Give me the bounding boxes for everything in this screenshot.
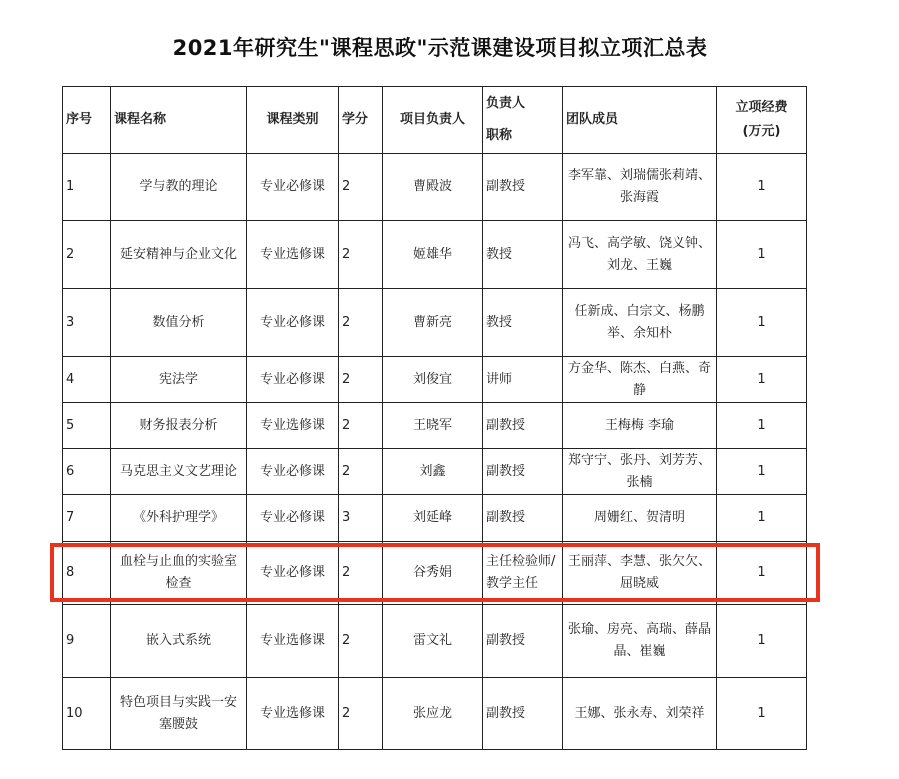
row-leader: 谷秀娟 [383,542,483,605]
row-team: 冯飞、高学敏、饶义钟、刘龙、王巍 [563,221,717,289]
row-course-type: 专业必修课 [247,357,339,403]
row-credit: 3 [339,495,383,542]
row-course-type: 专业选修课 [247,403,339,449]
summary-table [62,86,807,750]
row-team: 王梅梅 李瑜 [563,403,717,449]
row-leader-title: 副教授 [483,403,563,449]
row-leader: 王晓军 [383,403,483,449]
row-course-name: 特色项目与实践一安塞腰鼓 [111,678,247,750]
row-leader-title: 副教授 [483,678,563,750]
row-course-name: 《外科护理学》 [111,495,247,542]
row-idx: 1 [63,154,111,221]
row-fund: 1 [717,449,807,495]
row-course-name: 嵌入式系统 [111,605,247,678]
row-credit: 2 [339,449,383,495]
row-course-name: 延安精神与企业文化 [111,221,247,289]
header-fund-line2: (万元) [742,124,781,139]
row-team: 张瑜、房亮、高瑞、薛晶晶、崔巍 [563,605,717,678]
row-leader-title: 教授 [483,289,563,357]
row-course-name: 学与教的理论 [111,154,247,221]
row-leader-title: 主任检验师/教学主任 [483,542,563,605]
table-row [63,357,807,403]
table-row [63,403,807,449]
row-credit: 2 [339,605,383,678]
row-idx: 9 [63,605,111,678]
document-title: 2021年研究生"课程思政"示范课建设项目拟立项汇总表 [172,36,708,60]
row-leader: 姬雄华 [383,221,483,289]
header-name: 课程名称 [111,87,247,154]
row-fund: 1 [717,605,807,678]
header-fund-line1: 立项经费 [735,100,788,115]
row-team: 任新成、白宗文、杨鹏举、余知朴 [563,289,717,357]
header-team: 团队成员 [563,87,717,154]
row-team: 王娜、张永寿、刘荣祥 [563,678,717,750]
header-title-line2: 职称 [486,128,513,143]
row-idx: 7 [63,495,111,542]
row-team: 郑守宁、张丹、刘芳芳、张楠 [563,449,717,495]
row-leader: 刘延峰 [383,495,483,542]
row-course-type: 专业必修课 [247,449,339,495]
row-team: 周姗红、贺清明 [563,495,717,542]
row-course-name: 财务报表分析 [111,403,247,449]
row-credit: 2 [339,542,383,605]
row-credit: 2 [339,154,383,221]
row-course-type: 专业必修课 [247,289,339,357]
row-idx: 6 [63,449,111,495]
row-idx: 5 [63,403,111,449]
row-fund: 1 [717,542,807,605]
header-title-line1: 负责人 [486,96,526,111]
row-course-type: 专业选修课 [247,221,339,289]
table-row [63,605,807,678]
row-credit: 2 [339,357,383,403]
header-title [483,87,563,154]
row-course-type: 专业必修课 [247,154,339,221]
table-row [63,154,807,221]
row-course-type: 专业选修课 [247,678,339,750]
row-fund: 1 [717,357,807,403]
row-idx: 4 [63,357,111,403]
row-leader: 曹殿波 [383,154,483,221]
row-credit: 2 [339,289,383,357]
table-row [63,289,807,357]
row-team: 王丽萍、李慧、张欠欠、屈晓威 [563,542,717,605]
row-team: 方金华、陈杰、白燕、奇静 [563,357,717,403]
row-idx: 10 [63,678,111,750]
table-row [63,678,807,750]
header-type: 课程类别 [247,87,339,154]
row-fund: 1 [717,678,807,750]
row-leader-title: 副教授 [483,154,563,221]
row-course-name: 血栓与止血的实验室检查 [111,542,247,605]
row-credit: 2 [339,678,383,750]
table-row [63,221,807,289]
row-fund: 1 [717,289,807,357]
row-leader-title: 副教授 [483,449,563,495]
row-course-type: 专业必修课 [247,542,339,605]
row-credit: 2 [339,221,383,289]
row-leader-title: 副教授 [483,495,563,542]
row-course-name: 宪法学 [111,357,247,403]
row-course-name: 马克思主义文艺理论 [111,449,247,495]
row-leader: 刘俊宜 [383,357,483,403]
row-leader-title: 副教授 [483,605,563,678]
row-idx: 3 [63,289,111,357]
row-course-type: 专业选修课 [247,605,339,678]
row-fund: 1 [717,221,807,289]
table-row-highlighted [63,542,807,605]
row-course-name: 数值分析 [111,289,247,357]
row-leader: 雷文礼 [383,605,483,678]
row-idx: 8 [63,542,111,605]
row-leader-title: 讲师 [483,357,563,403]
row-fund: 1 [717,154,807,221]
table-row [63,449,807,495]
header-idx: 序号 [63,87,111,154]
row-credit: 2 [339,403,383,449]
row-fund: 1 [717,495,807,542]
header-row [63,87,807,154]
row-idx: 2 [63,221,111,289]
row-leader-title: 教授 [483,221,563,289]
row-course-type: 专业必修课 [247,495,339,542]
row-leader: 张应龙 [383,678,483,750]
header-credit: 学分 [339,87,383,154]
row-team: 李军靠、刘瑞儒张莉靖、张海霞 [563,154,717,221]
row-fund: 1 [717,403,807,449]
header-leader: 项目负责人 [383,87,483,154]
table-row [63,495,807,542]
row-leader: 刘鑫 [383,449,483,495]
row-leader: 曹新亮 [383,289,483,357]
header-fund [717,87,807,154]
